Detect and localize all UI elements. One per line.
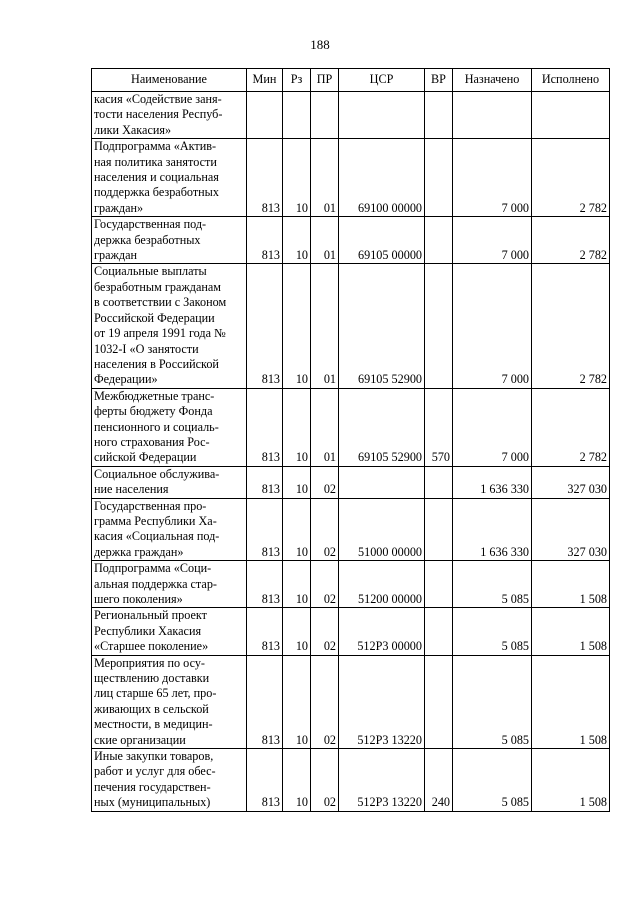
cell-pr: 02 [311, 466, 339, 498]
cell-vr: 240 [425, 749, 453, 812]
name-line: безработным гражданам [94, 279, 222, 294]
name-line: пенсионного и социаль- [94, 419, 219, 434]
header-row [92, 69, 610, 92]
header-min: Мин [247, 69, 283, 92]
name-line: держка граждан» [94, 544, 184, 559]
cell-name [92, 561, 247, 608]
cell-rz: 10 [283, 217, 311, 264]
cell-pr: 01 [311, 388, 339, 466]
table-row [92, 92, 610, 139]
cell-min: 813 [247, 388, 283, 466]
cell-min: 813 [247, 466, 283, 498]
cell-pr: 02 [311, 749, 339, 812]
cell-rz: 10 [283, 139, 311, 217]
name-line: Подпрограмма «Актив- [94, 139, 217, 154]
name-line: лиц старше 65 лет, про- [94, 686, 217, 701]
name-line: населения и социальная [94, 170, 219, 185]
name-line: местности, в медицин- [94, 717, 213, 732]
cell-assigned: 5 085 [453, 561, 532, 608]
cell-executed [532, 92, 610, 139]
name-line: печения государствен- [94, 779, 211, 794]
table-row [92, 561, 610, 608]
name-line: шего поколения» [94, 592, 183, 606]
name-line: ние населения [94, 482, 169, 497]
cell-rz: 10 [283, 561, 311, 608]
cell-rz: 10 [283, 264, 311, 388]
cell-assigned: 5 085 [453, 749, 532, 812]
header-assigned: Назначено [453, 69, 532, 92]
name-line: грамма Республики Ха- [94, 513, 217, 528]
name-line: Межбюджетные транс- [94, 388, 215, 403]
cell-min: 813 [247, 139, 283, 217]
cell-assigned: 5 085 [453, 655, 532, 748]
cell-name [92, 466, 247, 498]
cell-assigned: 7 000 [453, 139, 532, 217]
name-line: Российской Федерации [94, 310, 215, 325]
cell-csr [339, 466, 425, 498]
name-line: Региональный проект [94, 608, 207, 623]
cell-pr: 01 [311, 264, 339, 388]
name-line: от 19 апреля 1991 года № [94, 326, 226, 341]
cell-pr: 02 [311, 608, 339, 655]
name-line: в соответствии с Законом [94, 295, 227, 310]
name-line: 1032-I «О занятости [94, 341, 199, 356]
cell-executed: 1 508 [532, 655, 610, 748]
cell-min [247, 92, 283, 139]
cell-vr [425, 498, 453, 561]
cell-pr: 02 [311, 561, 339, 608]
cell-executed: 2 782 [532, 217, 610, 264]
cell-csr: 69100 00000 [339, 139, 425, 217]
header-vr: ВР [425, 69, 453, 92]
page-number: 188 [310, 37, 330, 52]
cell-csr [339, 92, 425, 139]
name-line: держка безработных [94, 232, 201, 247]
cell-vr [425, 217, 453, 264]
cell-vr [425, 139, 453, 217]
table-row [92, 264, 610, 388]
cell-min: 813 [247, 608, 283, 655]
name-line: поддержка безработных [94, 185, 219, 200]
cell-csr: 512P3 13220 [339, 749, 425, 812]
name-line: Подпрограмма «Соци- [94, 561, 212, 576]
cell-rz: 10 [283, 749, 311, 812]
cell-assigned: 7 000 [453, 217, 532, 264]
cell-name [92, 608, 247, 655]
cell-csr: 512P3 13220 [339, 655, 425, 748]
name-line: Государственная про- [94, 498, 207, 513]
cell-name [92, 264, 247, 388]
cell-name [92, 139, 247, 217]
name-line: Иные закупки товаров, [94, 749, 214, 764]
cell-name [92, 749, 247, 812]
table-row [92, 139, 610, 217]
name-line: лики Хакасия» [94, 122, 172, 137]
cell-pr: 01 [311, 217, 339, 264]
cell-name [92, 498, 247, 561]
cell-pr: 02 [311, 498, 339, 561]
table-row [92, 466, 610, 498]
cell-min: 813 [247, 264, 283, 388]
cell-name [92, 92, 247, 139]
cell-min: 813 [247, 498, 283, 561]
name-line: Государственная под- [94, 217, 207, 232]
table-row [92, 388, 610, 466]
name-line: «Старшее поколение» [94, 639, 209, 654]
name-line: Республики Хакасия [94, 623, 202, 638]
header-executed: Исполнено [532, 69, 610, 92]
cell-csr: 69105 52900 [339, 264, 425, 388]
table-row [92, 608, 610, 655]
table-row [92, 655, 610, 748]
name-line: работ и услуг для обес- [94, 764, 216, 779]
cell-min: 813 [247, 217, 283, 264]
cell-assigned: 7 000 [453, 264, 532, 388]
cell-name [92, 217, 247, 264]
cell-name [92, 388, 247, 466]
name-line: альная поддержка стар- [94, 576, 217, 591]
cell-csr: 512P3 00000 [339, 608, 425, 655]
name-line: граждан [94, 248, 138, 263]
budget-table [91, 68, 610, 812]
cell-executed: 2 782 [532, 139, 610, 217]
cell-vr [425, 92, 453, 139]
name-line: ферты бюджету Фонда [94, 404, 213, 419]
header-rz: Рз [283, 69, 311, 92]
name-line: ная политика занятости [94, 154, 217, 169]
cell-rz: 10 [283, 388, 311, 466]
cell-assigned: 7 000 [453, 388, 532, 466]
header-name: Наименование [92, 69, 247, 92]
cell-vr [425, 264, 453, 388]
table-body [92, 92, 610, 812]
cell-csr: 51000 00000 [339, 498, 425, 561]
cell-vr [425, 608, 453, 655]
cell-executed: 327 030 [532, 466, 610, 498]
cell-assigned: 1 636 330 [453, 466, 532, 498]
cell-vr [425, 655, 453, 748]
name-line: Мероприятия по осу- [94, 655, 205, 670]
cell-min: 813 [247, 655, 283, 748]
cell-executed: 2 782 [532, 388, 610, 466]
cell-assigned: 1 636 330 [453, 498, 532, 561]
name-line: населения в Российской [94, 356, 219, 371]
cell-executed: 1 508 [532, 749, 610, 812]
name-line: живающих в сельской [94, 701, 209, 716]
name-line: тости населения Респуб- [94, 107, 223, 122]
cell-csr: 69105 52900 [339, 388, 425, 466]
name-line: ного страхования Рос- [94, 434, 210, 449]
name-line: касия «Социальная под- [94, 529, 220, 544]
name-line: Федерации» [94, 372, 158, 387]
cell-csr: 69105 00000 [339, 217, 425, 264]
cell-executed: 1 508 [532, 608, 610, 655]
cell-min: 813 [247, 749, 283, 812]
name-line: ществлению доставки [94, 671, 210, 686]
name-line: Социальные выплаты [94, 264, 207, 279]
table-row [92, 749, 610, 812]
name-line: Социальное обслужива- [94, 466, 220, 481]
table-row [92, 498, 610, 561]
cell-assigned [453, 92, 532, 139]
name-line: граждан» [94, 200, 144, 215]
name-line: ных (муниципальных) [94, 795, 211, 810]
name-line: касия «Содействие заня- [94, 92, 222, 106]
cell-pr: 01 [311, 139, 339, 217]
cell-assigned: 5 085 [453, 608, 532, 655]
cell-vr [425, 466, 453, 498]
name-line: ские организации [94, 732, 186, 747]
cell-vr [425, 561, 453, 608]
cell-pr [311, 92, 339, 139]
cell-executed: 327 030 [532, 498, 610, 561]
header-pr: ПР [311, 69, 339, 92]
cell-rz: 10 [283, 608, 311, 655]
cell-vr: 570 [425, 388, 453, 466]
cell-executed: 1 508 [532, 561, 610, 608]
cell-pr: 02 [311, 655, 339, 748]
cell-min: 813 [247, 561, 283, 608]
table-row [92, 217, 610, 264]
cell-rz [283, 92, 311, 139]
name-line: сийской Федерации [94, 450, 197, 465]
cell-rz: 10 [283, 655, 311, 748]
cell-executed: 2 782 [532, 264, 610, 388]
cell-rz: 10 [283, 466, 311, 498]
header-csr: ЦСР [339, 69, 425, 92]
cell-csr: 51200 00000 [339, 561, 425, 608]
cell-rz: 10 [283, 498, 311, 561]
cell-name [92, 655, 247, 748]
